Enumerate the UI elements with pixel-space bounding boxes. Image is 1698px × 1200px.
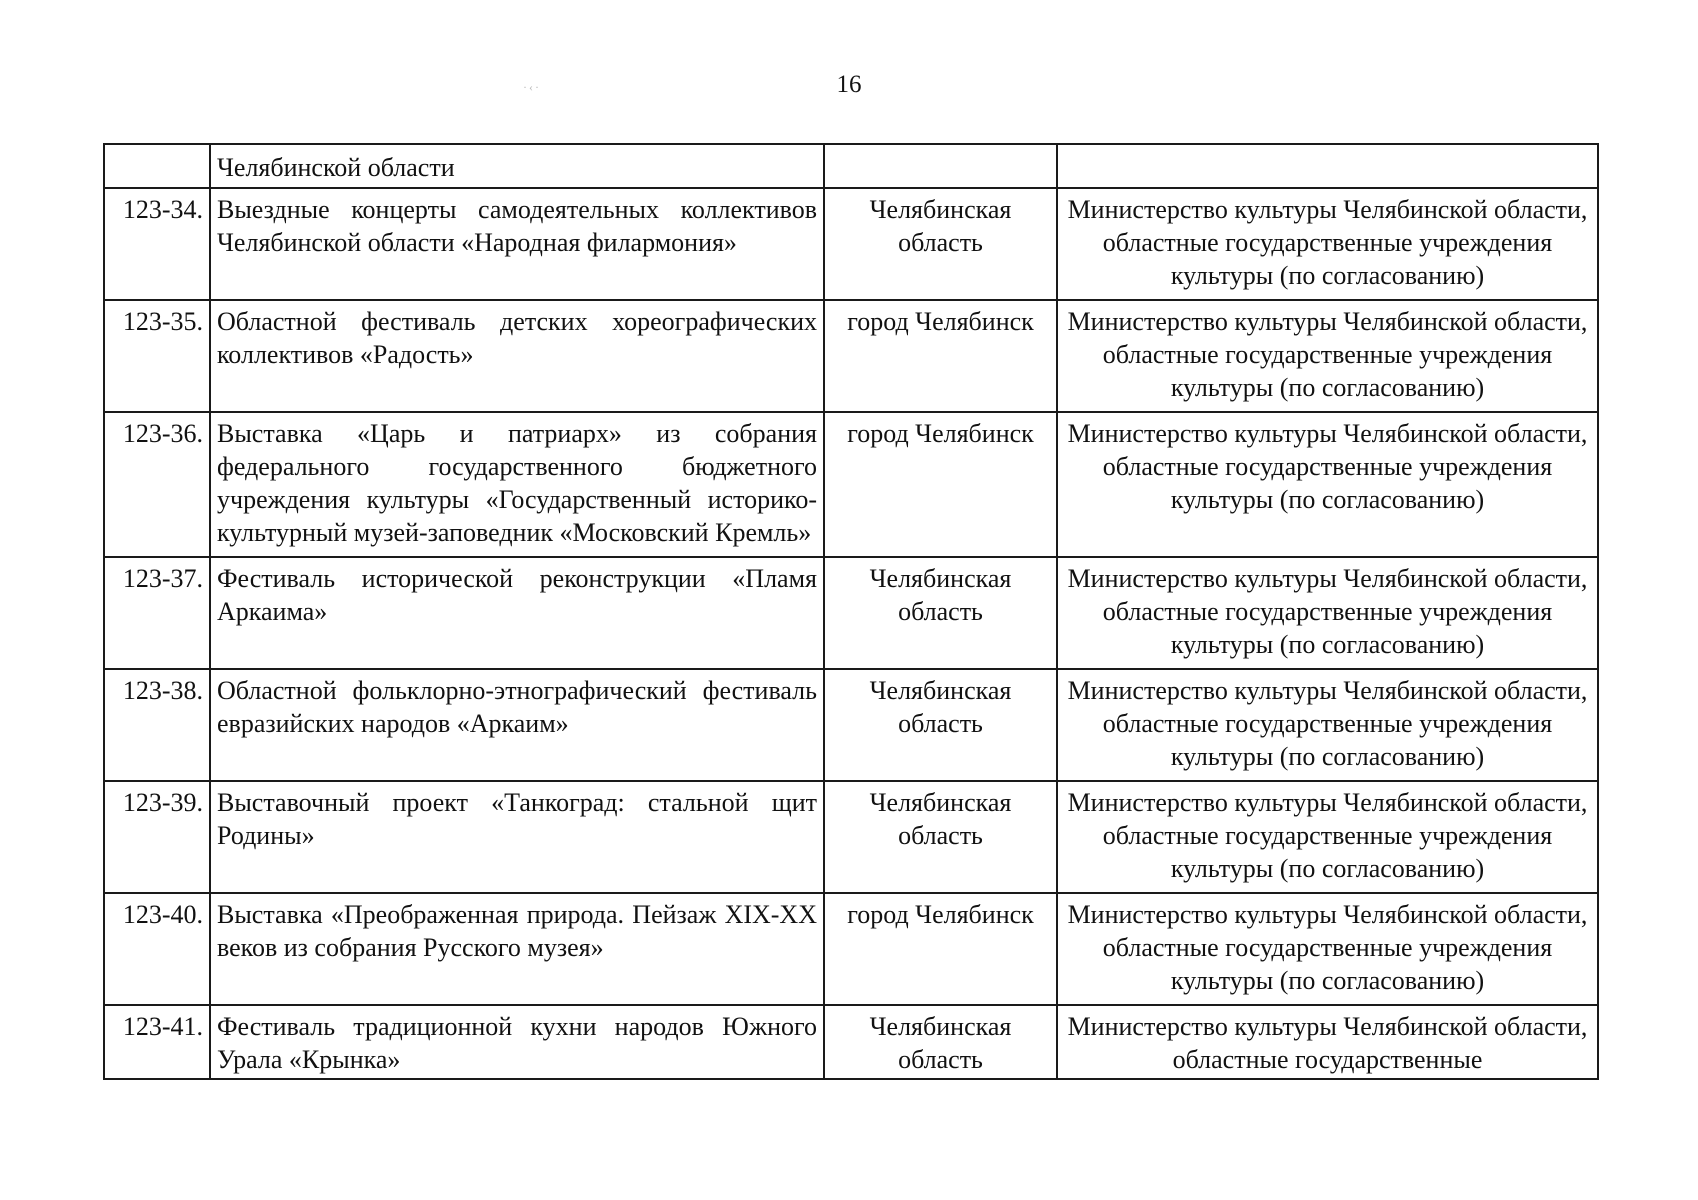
event-name-cell: Областной фольклорно-этнографический фестиваль евразийских народов «Аркаим»: [210, 669, 824, 781]
table-row: [104, 300, 1598, 412]
table-row: [104, 412, 1598, 557]
event-name-cell: Выездные концерты самодеятельных коллективов Челябинской области «Народная филармония»: [210, 188, 824, 300]
event-place-cell: город Челябинск: [824, 893, 1057, 1005]
event-name-cell: Выставочный проект «Танкоград: стальной щит Родины»: [210, 781, 824, 893]
event-place-cell: Челябинская область: [824, 669, 1057, 781]
event-place-cell: Челябинская область: [824, 1005, 1057, 1079]
responsible-cell: Министерство культуры Челябинской области, областные государственные учреждения культуры (по согласованию): [1057, 893, 1598, 1005]
scan-artifact: ·‹·: [523, 80, 541, 94]
table-row: [104, 188, 1598, 300]
row-number-cell: [104, 144, 210, 188]
responsible-cell: Министерство культуры Челябинской области, областные государственные учреждения культуры (по согласованию): [1057, 781, 1598, 893]
table-row: [104, 669, 1598, 781]
events-table: [103, 143, 1599, 1080]
row-number-cell: 123-40.: [104, 893, 210, 1005]
event-name-cell: Фестиваль исторической реконструкции «Пламя Аркаима»: [210, 557, 824, 669]
table-row: [104, 781, 1598, 893]
event-place-cell: Челябинская область: [824, 557, 1057, 669]
row-number-cell: 123-36.: [104, 412, 210, 557]
table-row-continuation: [104, 144, 1598, 188]
event-place-cell: [824, 144, 1057, 188]
event-place-cell: Челябинская область: [824, 188, 1057, 300]
event-place-cell: город Челябинск: [824, 300, 1057, 412]
row-number-cell: 123-41.: [104, 1005, 210, 1079]
event-place-cell: Челябинская область: [824, 781, 1057, 893]
row-number-cell: 123-38.: [104, 669, 210, 781]
event-name-cell: Челябинской области: [210, 144, 824, 188]
responsible-cell: Министерство культуры Челябинской области, областные государственные учреждения культуры (по согласованию): [1057, 188, 1598, 300]
table-row: [104, 893, 1598, 1005]
responsible-cell: Министерство культуры Челябинской области, областные государственные учреждения культуры (по согласованию): [1057, 300, 1598, 412]
event-name-cell: Выставка «Царь и патриарх» из собрания федерального государственного бюджетного учреждения культуры «Государственный историко-культурный музей-заповедник «Московский Кремль»: [210, 412, 824, 557]
event-name-cell: Областной фестиваль детских хореографических коллективов «Радость»: [210, 300, 824, 412]
event-name-cell: Выставка «Преображенная природа. Пейзаж XIX-XX веков из собрания Русского музея»: [210, 893, 824, 1005]
page-number: 16: [836, 71, 862, 98]
responsible-cell: Министерство культуры Челябинской области, областные государственные: [1057, 1005, 1598, 1079]
responsible-cell: Министерство культуры Челябинской области, областные государственные учреждения культуры (по согласованию): [1057, 557, 1598, 669]
event-place-cell: город Челябинск: [824, 412, 1057, 557]
responsible-cell: Министерство культуры Челябинской области, областные государственные учреждения культуры (по согласованию): [1057, 669, 1598, 781]
row-number-cell: 123-34.: [104, 188, 210, 300]
row-number-cell: 123-35.: [104, 300, 210, 412]
table-row: [104, 1005, 1598, 1079]
row-number-cell: 123-39.: [104, 781, 210, 893]
event-name-cell: Фестиваль традиционной кухни народов Южного Урала «Крынка»: [210, 1005, 824, 1079]
row-number-cell: 123-37.: [104, 557, 210, 669]
responsible-cell: [1057, 144, 1598, 188]
responsible-cell: Министерство культуры Челябинской области, областные государственные учреждения культуры (по согласованию): [1057, 412, 1598, 557]
table-row: [104, 557, 1598, 669]
